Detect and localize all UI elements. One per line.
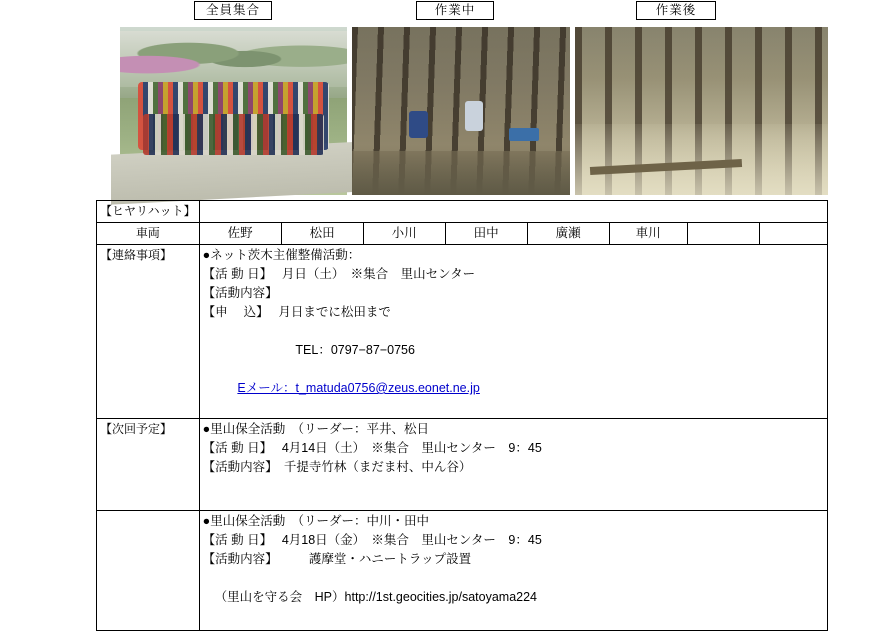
next-1-line-2: 【活 動 日】 4月14日（土） ※集合 里山センター 9：45 xyxy=(202,441,542,455)
next-1-line-1: ●里山保全活動 （リーダー：平井、松日 xyxy=(202,422,429,436)
next-2-line-3: 【活動内容】 護摩堂・ハニートラップ設置 xyxy=(202,552,472,566)
vehicle-member-3: 小川 xyxy=(363,223,445,245)
next-2-line-1: ●里山保全活動 （リーダー：中川・田中 xyxy=(202,514,429,528)
next-schedule-label-empty xyxy=(97,511,200,631)
table-row-vehicle xyxy=(97,223,828,245)
next-schedule-content-1 xyxy=(199,419,827,511)
caption-after-work: 作業後 xyxy=(636,1,716,20)
hiyarihat-label: 【ヒヤリハット】 xyxy=(97,201,200,223)
hiyarihat-value xyxy=(199,201,827,223)
vehicle-member-5: 廣瀬 xyxy=(527,223,609,245)
photo-strip xyxy=(96,0,828,200)
contact-content xyxy=(199,245,827,419)
next-schedule-label: 【次回予定】 xyxy=(97,419,200,511)
vehicle-label: 車両 xyxy=(97,223,200,245)
vehicle-member-8 xyxy=(759,223,827,245)
vehicle-member-7 xyxy=(687,223,759,245)
contact-line-2: 【活 動 日】 月日（土） ※集合 里山センター xyxy=(202,267,476,281)
vehicle-member-6: 車川 xyxy=(609,223,687,245)
contact-line-1: ●ネット茨木主催整備活動： xyxy=(202,248,361,262)
table-row-next-schedule xyxy=(97,419,828,511)
photo-after-work-forest xyxy=(575,27,828,195)
photo-caption-row xyxy=(96,0,828,22)
table-row-next-schedule-2 xyxy=(97,511,828,631)
report-table xyxy=(96,200,828,631)
photo-group-gathering xyxy=(120,27,347,195)
photo-working-in-forest xyxy=(352,27,570,195)
homepage-line[interactable]: （里山を守る会 HP）http://1st.geocities.jp/satoyama224 xyxy=(214,590,537,604)
vehicle-member-2: 松田 xyxy=(281,223,363,245)
next-2-line-2: 【活 動 日】 4月18日（金） ※集合 里山センター 9：45 xyxy=(202,533,542,547)
table-row-hiyarihat xyxy=(97,201,828,223)
contact-line-3: 【活動内容】 xyxy=(202,286,278,300)
next-1-line-3: 【活動内容】 千提寺竹林（まだま村、中ん谷） xyxy=(202,460,472,474)
photo-row xyxy=(120,27,828,197)
vehicle-member-1: 佐野 xyxy=(199,223,281,245)
vehicle-member-4: 田中 xyxy=(445,223,527,245)
caption-all-gather: 全員集合 xyxy=(194,1,272,20)
contact-line-4: 【申 込】 月日までに松田まで xyxy=(202,305,391,319)
next-schedule-content-2 xyxy=(199,511,827,631)
caption-working: 作業中 xyxy=(416,1,494,20)
table-row-contact xyxy=(97,245,828,419)
contact-tel: TEL：0797−87−0756 xyxy=(295,343,415,357)
contact-email-link[interactable]: Eメール：t_matuda0756@zeus.eonet.ne.jp xyxy=(237,381,480,395)
contact-tel-mail-line xyxy=(203,322,824,417)
contact-label: 【連絡事項】 xyxy=(97,245,200,419)
